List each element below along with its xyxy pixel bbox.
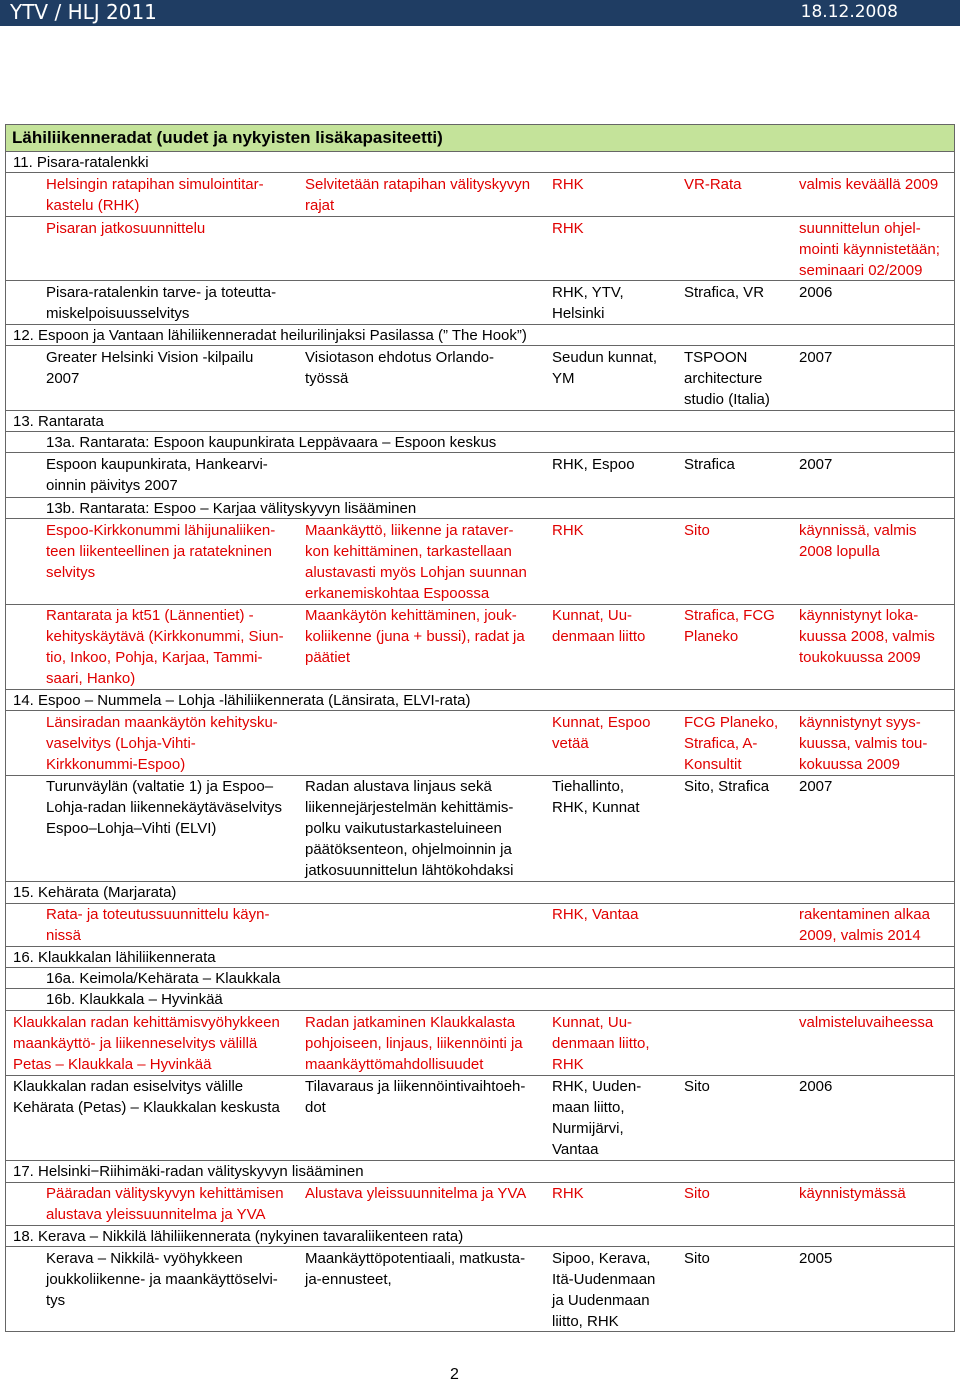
section-heading-13a: 13a. Rantarata: Espoon kaupunkirata Leppävaara – Espoon keskus	[46, 434, 497, 451]
section-heading-16: 16. Klaukkalan lähiliikennerata	[13, 949, 216, 966]
row5-project: Espoon kaupunkirata, Hankearvi- oinnin päivitys 2007	[46, 456, 268, 494]
row-divider	[6, 1010, 954, 1011]
row9-project: Turunväylän (valtatie 1) ja Espoo– Lohja-radan liikennekäytäväselvitys Espoo–Lohja–Vihti (ELVI)	[46, 778, 282, 837]
row12-description: Tilavaraus ja liikennöintivaihtoeh- dot	[305, 1078, 526, 1116]
row1-owner: RHK	[552, 176, 584, 193]
row9-owner: Tiehallinto, RHK, Kunnat	[552, 778, 640, 816]
row5-status: 2007	[799, 456, 833, 473]
row14-project: Kerava – Nikkilä- vyöhykkeen joukkoliikenne- ja maankäyttöselvi- tys	[46, 1250, 278, 1309]
row4-description: Visiotason ehdotus Orlando- työssä	[305, 349, 495, 387]
row5-owner: RHK, Espoo	[552, 456, 635, 473]
row6-description: Maankäyttö, liikenne ja rataver- kon kehittäminen, tarkastellaan alustavasti myös Lohjan suunnan erkanemiskohtaa Espoossa	[305, 522, 527, 602]
row8-status: käynnistynyt syys- kuussa, valmis tou- kokuussa 2009	[799, 714, 928, 773]
row10-project: Rata- ja toteutussuunnittelu käyn- nissä	[46, 906, 270, 944]
section-heading-16b: 16b. Klaukkala – Hyvinkää	[46, 991, 223, 1008]
section-heading-16a: 16a. Keimola/Kehärata – Klaukkala	[46, 970, 281, 987]
row14-status: 2005	[799, 1250, 833, 1267]
row6-owner: RHK	[552, 522, 584, 539]
row4-status: 2007	[799, 349, 833, 366]
row6-status: käynnissä, valmis 2008 lopulla	[799, 522, 917, 560]
section-heading-13b: 13b. Rantarata: Espoo – Karjaa välityskyvyn lisääminen	[46, 500, 417, 517]
row1-status: valmis keväällä 2009	[799, 176, 939, 193]
top-bar	[0, 0, 960, 26]
row5-consultant: Strafica	[684, 456, 735, 473]
row9-status: 2007	[799, 778, 833, 795]
row-divider	[6, 216, 954, 217]
section-heading-13: 13. Rantarata	[13, 413, 104, 430]
row11-owner: Kunnat, Uu- denmaan liitto, RHK	[552, 1014, 650, 1073]
row3-consultant: Strafica, VR	[684, 284, 765, 301]
row12-project: Klaukkalan radan esiselvitys välille Kehärata (Petas) – Klaukkalan keskusta	[13, 1078, 280, 1116]
row14-consultant: Sito	[684, 1250, 710, 1267]
document-date: 18.12.2008	[800, 2, 898, 22]
section-heading-18: 18. Kerava – Nikkilä lähiliikennerata (nykyinen tavaraliikenteen rata)	[13, 1228, 464, 1245]
row1-description: Selvitetään ratapihan välityskyvyn rajat	[305, 176, 531, 214]
page-number: 2	[450, 1366, 459, 1383]
row9-description: Radan alustava linjaus sekä liikennejärjestelmän kehittämis- polku vaikutustarkasteluineen päätöksenteon, ohjelmoinnin ja jatkosuunnittelun lähtökohdaksi	[305, 778, 514, 879]
row8-project: Länsiradan maankäytön kehitysku- vaselvitys (Lohja-Vihti- Kirkkonummi-Espoo)	[46, 714, 278, 773]
row7-status: käynnistynyt loka- kuussa 2008, valmis toukokuussa 2009	[799, 607, 935, 666]
section-heading-12: 12. Espoon ja Vantaan lähiliikenneradat heilurilinjaksi Pasilassa (” The Hook”)	[13, 327, 527, 344]
row2-project: Pisaran jatkosuunnittelu	[46, 220, 206, 237]
row3-owner: RHK, YTV, Helsinki	[552, 284, 624, 322]
section-heading-14: 14. Espoo – Nummela – Lohja -lähiliikennerata (Länsirata, ELVI-rata)	[13, 692, 471, 709]
row4-owner: Seudun kunnat, YM	[552, 349, 658, 387]
section-heading-17: 17. Helsinki−Riihimäki-radan välityskyvyn lisääminen	[13, 1163, 364, 1180]
row14-description: Maankäyttöpotentiaali, matkusta- ja-ennusteet,	[305, 1250, 526, 1288]
table-header	[6, 125, 954, 152]
row14-owner: Sipoo, Kerava, Itä-Uudenmaan ja Uudenmaan liitto, RHK	[552, 1250, 656, 1330]
row1-project: Helsingin ratapihan simulointitar- kastelu (RHK)	[46, 176, 264, 214]
row7-consultant: Strafica, FCG Planeko	[684, 607, 775, 645]
row7-owner: Kunnat, Uu- denmaan liitto	[552, 607, 646, 645]
section-heading-15: 15. Kehärata (Marjarata)	[13, 884, 177, 901]
row13-consultant: Sito	[684, 1185, 710, 1202]
row10-status: rakentaminen alkaa 2009, valmis 2014	[799, 906, 930, 944]
row9-consultant: Sito, Strafica	[684, 778, 770, 795]
row13-description: Alustava yleissuunnitelma ja YVA	[305, 1185, 527, 1202]
row11-description: Radan jatkaminen Klaukkalasta pohjoiseen, linjaus, liikennöinti ja maankäyttömahdollisuudet	[305, 1014, 523, 1073]
row7-project: Rantarata ja kt51 (Lännentiet) - kehityskäytävä (Kirkkonummi, Siun- tio, Inkoo, Pohja, Karjaa, Tammi- saari, Hanko)	[46, 607, 284, 687]
row11-status: valmisteluvaiheessa	[799, 1014, 934, 1031]
row10-owner: RHK, Vantaa	[552, 906, 639, 923]
row12-status: 2006	[799, 1078, 833, 1095]
row13-project: Pääradan välityskyvyn kehittämisen alustava yleissuunnitelma ja YVA	[46, 1185, 284, 1223]
row4-project: Greater Helsinki Vision -kilpailu 2007	[46, 349, 254, 387]
document-title: YTV / HLJ 2011	[10, 0, 157, 24]
row2-status: suunnittelun ohjel- mointi käynnistetään; seminaari 02/2009	[799, 220, 940, 279]
row6-project: Espoo-Kirkkonummi lähijunaliiken- teen liikenteellinen ja ratatekninen selvitys	[46, 522, 276, 581]
row-divider	[6, 410, 954, 411]
row3-status: 2006	[799, 284, 833, 301]
row12-consultant: Sito	[684, 1078, 710, 1095]
row13-owner: RHK	[552, 1185, 584, 1202]
row7-description: Maankäytön kehittäminen, jouk- koliikenne (juna + bussi), radat ja päätiet	[305, 607, 525, 666]
row8-consultant: FCG Planeko, Strafica, A- Konsultit	[684, 714, 779, 773]
row4-consultant: TSPOON architecture studio (Italia)	[684, 349, 770, 408]
row2-owner: RHK	[552, 220, 584, 237]
row11-project: Klaukkalan radan kehittämisvyöhykkeen maankäyttö- ja liikenneselvitys välillä Petas – Klaukkala – Hyvinkää	[13, 1014, 280, 1073]
row13-status: käynnistymässä	[799, 1185, 906, 1202]
row12-owner: RHK, Uuden- maan liitto, Nurmijärvi, Vantaa	[552, 1078, 642, 1158]
row1-consultant: VR-Rata	[684, 176, 742, 193]
table-title: Lähiliikenneradat (uudet ja nykyisten lisäkapasiteetti)	[12, 128, 443, 147]
section-heading-11: 11. Pisara-ratalenkki	[13, 154, 149, 171]
row8-owner: Kunnat, Espoo vetää	[552, 714, 651, 752]
row6-consultant: Sito	[684, 522, 710, 539]
row3-project: Pisara-ratalenkin tarve- ja toteutta- miskelpoisuusselvitys	[46, 284, 277, 322]
